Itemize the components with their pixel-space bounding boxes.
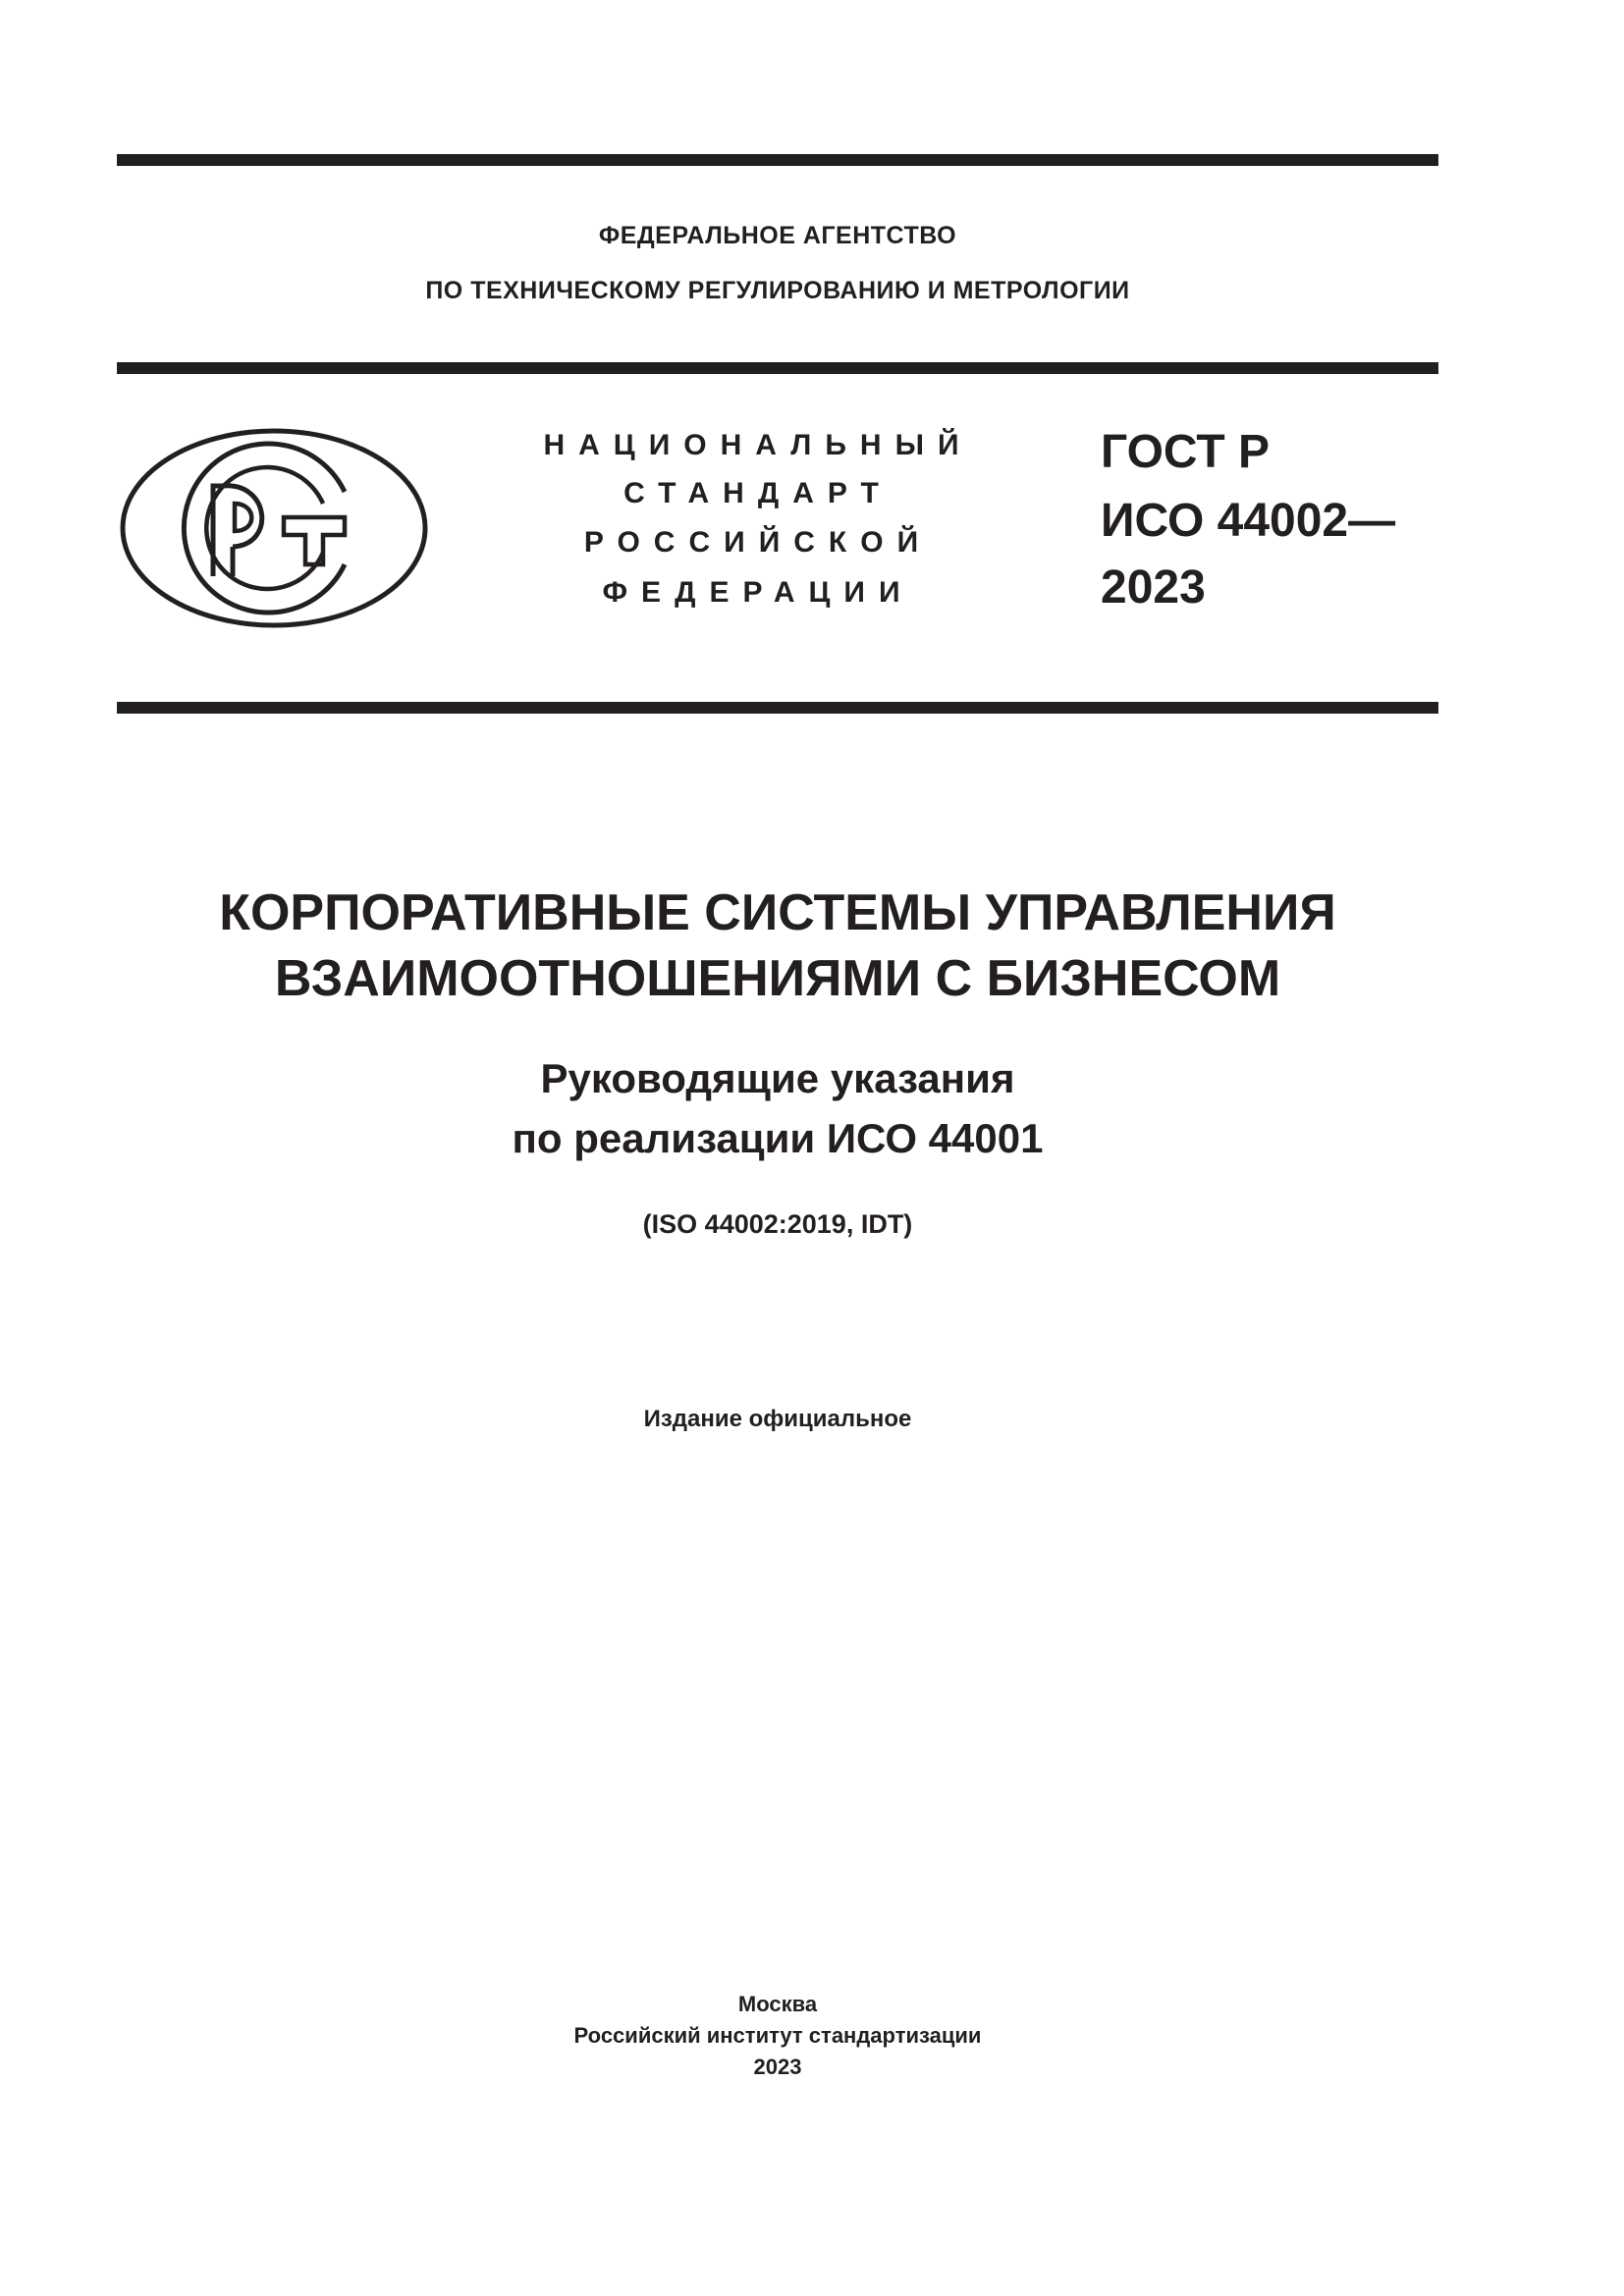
edition-label: Издание официальное [643,1406,912,1432]
bottom-header-rule [117,702,1438,714]
document-title-line-2: ВЗАИМООТНОШЕНИЯМИ С БИЗНЕСОМ [274,950,1281,1007]
top-rule [117,154,1438,166]
document-subtitle-line-1: Руководящие указания [540,1055,1015,1101]
national-standard-line-4: ФЕДЕРАЦИИ [602,576,914,609]
imprint-city: Москва [737,1992,818,2016]
standard-designation-line-1: ГОСТ Р [1101,426,1271,478]
imprint-year: 2023 [753,2055,802,2079]
imprint-publisher: Российский институт стандартизации [573,2023,982,2048]
iso-reference: (ISO 44002:2019, IDT) [642,1209,913,1239]
rst-certification-logo-icon [117,425,431,631]
document-title-line-1: КОРПОРАТИВНЫЕ СИСТЕМЫ УПРАВЛЕНИЯ [219,884,1336,941]
agency-name-line-1: ФЕДЕРАЛЬНОЕ АГЕНТСТВО [598,222,957,249]
national-standard-line-1: НАЦИОНАЛЬНЫЙ [543,429,973,461]
national-standard-line-2: СТАНДАРТ [623,477,893,509]
middle-rule [117,362,1438,374]
agency-name-line-2: ПО ТЕХНИЧЕСКОМУ РЕГУЛИРОВАНИЮ И МЕТРОЛОГИИ [425,277,1130,304]
standard-designation-line-3: 2023 [1101,561,1206,614]
national-standard-line-3: РОССИЙСКОЙ [583,526,933,559]
document-subtitle-line-2: по реализации ИСО 44001 [512,1115,1044,1161]
standard-designation-line-2: ИСО 44002— [1101,495,1396,547]
